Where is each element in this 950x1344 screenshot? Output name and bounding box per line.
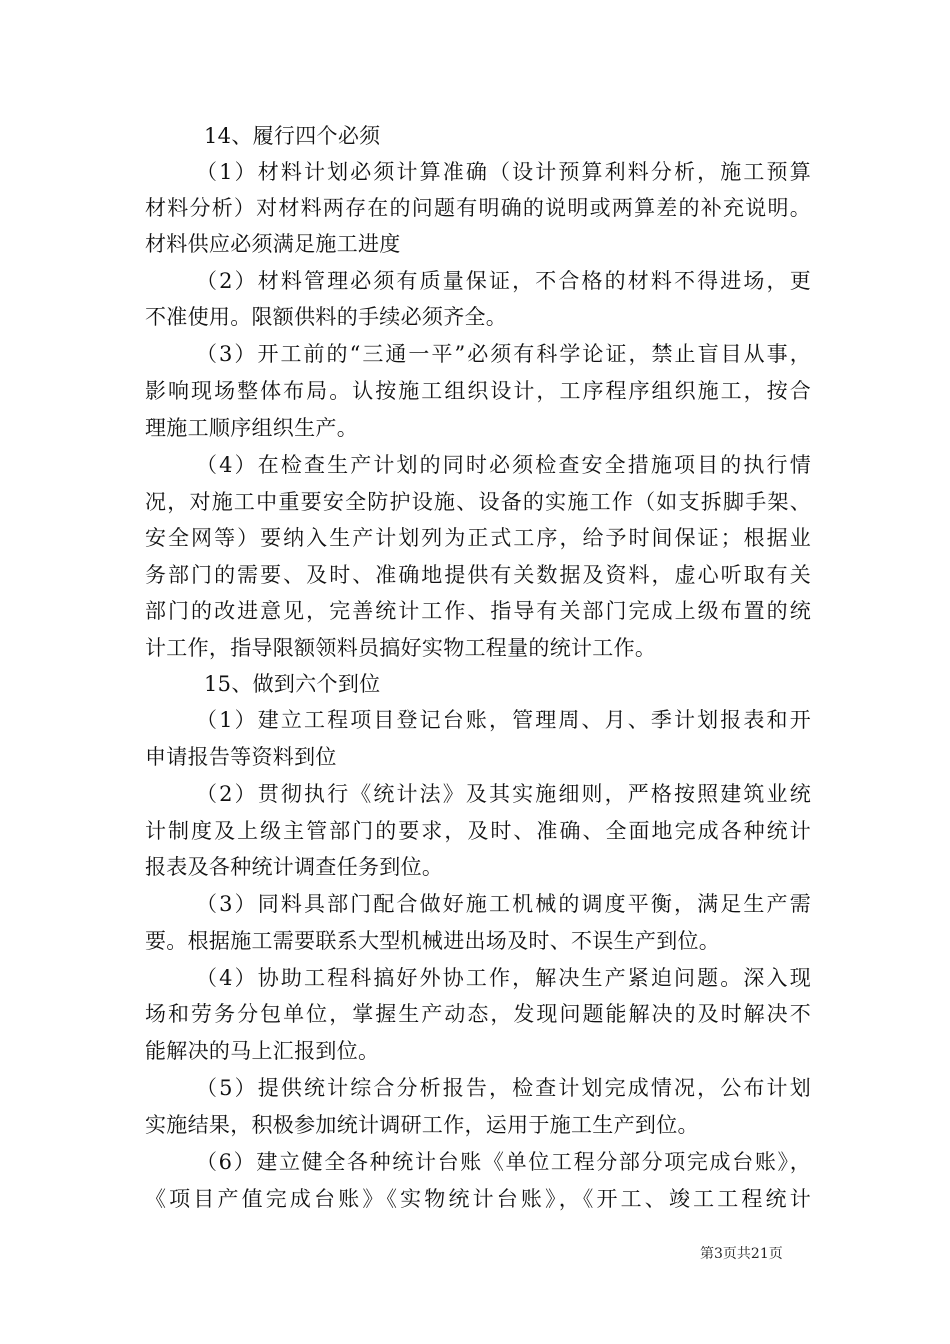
paragraph-line: 场和劳务分包单位，掌握生产动态，发现问题能解决的及时解决不: [145, 1002, 811, 1026]
paragraph-line: 计工作，指导限额领料员搞好实物工程量的统计工作。: [145, 636, 657, 660]
paragraph-line: 实施结果，积极参加统计调研工作，运用于施工生产到位。: [145, 1113, 699, 1137]
paragraph-line: 务部门的需要、及时、准确地提供有关数据及资料，虚心听取有关: [145, 563, 811, 587]
paragraph-line: 申请报告等资料到位: [145, 745, 337, 769]
paragraph-line: （3）同料具部门配合做好施工机械的调度平衡，满足生产需: [196, 892, 811, 916]
paragraph-line: 影响现场整体布局。认按施工组织设计，工序程序组织施工，按合: [145, 379, 811, 403]
paragraph-line: （6）建立健全各种统计台账《单位工程分部分项完成台账》，: [196, 1150, 811, 1174]
paragraph-line: 理施工顺序组织生产。: [145, 416, 358, 440]
section-heading-15: 15、做到六个到位: [204, 672, 381, 696]
paragraph-line: 况，对施工中重要安全防护设施、设备的实施工作（如支拆脚手架、: [145, 490, 811, 514]
paragraph-line: （4）在检查生产计划的同时必须检查安全措施项目的执行情: [196, 453, 811, 477]
paragraph-line: （4）协助工程科搞好外协工作，解决生产紧迫问题。深入现: [196, 966, 811, 990]
section-heading-14: 14、履行四个必须: [204, 124, 381, 148]
paragraph-line: （2）材料管理必须有质量保证，不合格的材料不得进场，更: [196, 269, 811, 293]
paragraph-line: （1）材料计划必须计算准确（设计预算利料分析，施工预算: [196, 160, 811, 184]
paragraph-line: 安全网等）要纳入生产计划列为正式工序，给予时间保证；根据业: [145, 526, 811, 550]
paragraph-line: 能解决的马上汇报到位。: [145, 1039, 380, 1063]
paragraph-line: 报表及各种统计调查任务到位。: [145, 855, 444, 879]
paragraph-line: （1）建立工程项目登记台账，管理周、月、季计划报表和开: [196, 708, 811, 732]
paragraph-line: 材料分析）对材料两存在的问题有明确的说明或两算差的补充说明。: [145, 196, 811, 220]
paragraph-line: （2）贯彻执行《统计法》及其实施细则，严格按照建筑业统: [196, 782, 811, 806]
paragraph-line: 材料供应必须满足施工进度: [145, 232, 401, 256]
paragraph-line: 要。根据施工需要联系大型机械进出场及时、不误生产到位。: [145, 929, 721, 953]
paragraph-line: 《项目产值完成台账》《实物统计台账》，《开工、竣工工程统计: [145, 1187, 811, 1211]
paragraph-line: （5）提供统计综合分析报告，检查计划完成情况，公布计划: [196, 1076, 811, 1100]
paragraph-line: 部门的改进意见，完善统计工作、指导有关部门完成上级布置的统: [145, 599, 811, 623]
paragraph-line: 不准使用。限额供料的手续必须齐全。: [145, 305, 508, 329]
paragraph-line: （3）开工前的“三通一平”必须有科学论证，禁止盲目从事，: [196, 342, 811, 366]
paragraph-line: 计制度及上级主管部门的要求，及时、准确、全面地完成各种统计: [145, 819, 811, 843]
page-number-footer: 第3页共21页: [700, 1246, 783, 1262]
